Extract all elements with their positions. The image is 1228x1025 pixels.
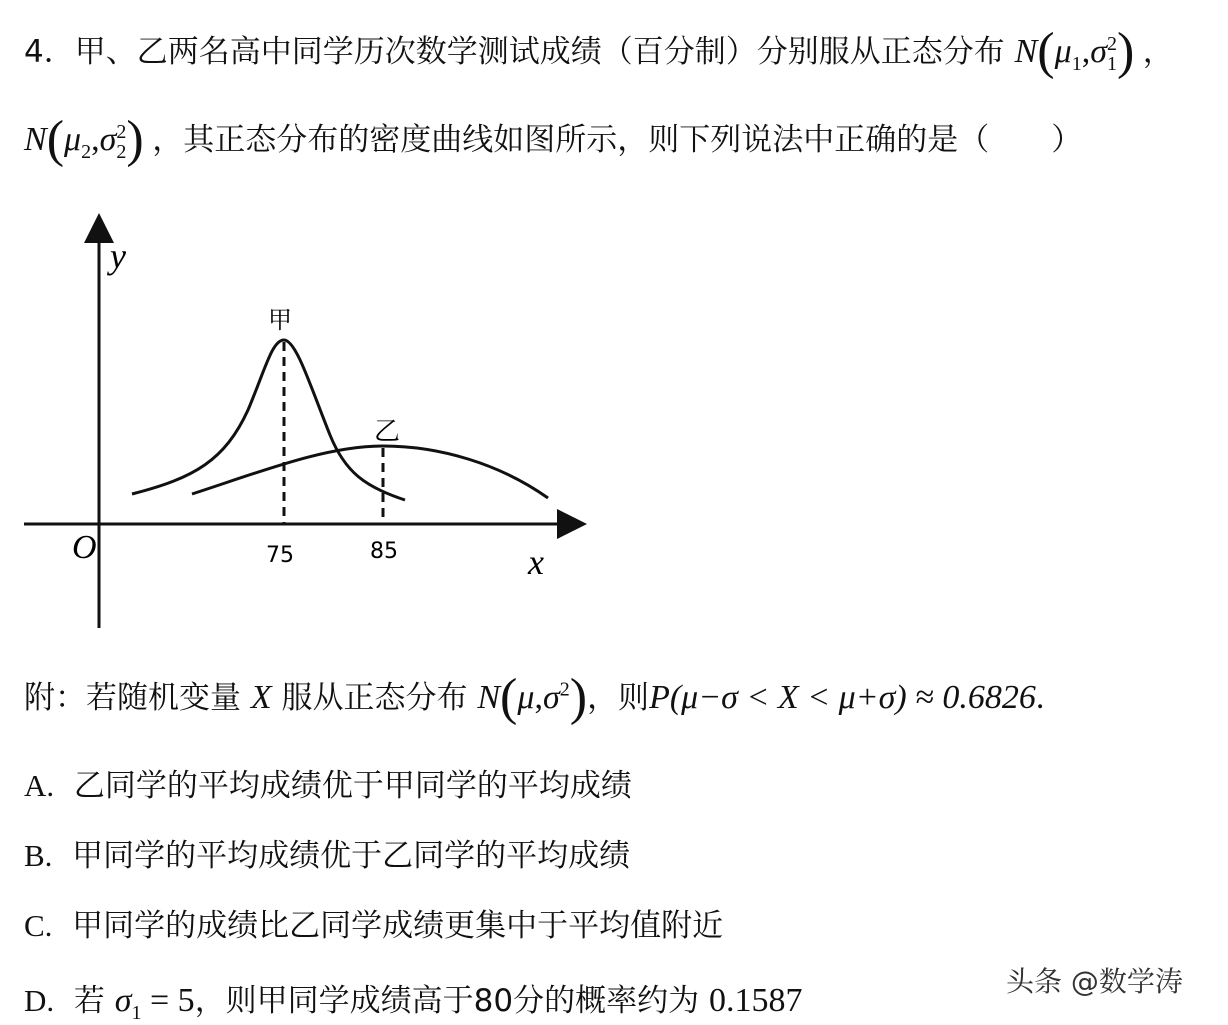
option-c[interactable]: C. 甲同学的成绩比乙同学成绩更集中于平均值附近 — [24, 908, 724, 944]
curve-yi — [192, 446, 548, 498]
distribution-2: $N(\mu_2,\sigma$ 2 2 ) — [24, 111, 144, 168]
curve-jia-label: 甲 — [268, 306, 292, 334]
normal-density-figure — [20, 210, 600, 640]
curve-jia — [132, 340, 405, 500]
option-b[interactable]: B. 甲同学的平均成绩优于乙同学的平均成绩 — [24, 838, 631, 874]
distribution-1: $N(\mu_1,\sigma$ 2 1 ) — [1014, 23, 1135, 80]
note-line: 附：若随机变量 X 服从正态分布 $N(\mu,\sigma^2)$，则P(μ−σ < X < μ+σ) ≈ 0.6826. — [24, 669, 1045, 726]
question-stem-text: 甲、乙两名高中同学历次数学测试成绩（百分制）分别服从正态分布 — [74, 34, 1005, 70]
tick-label-85: 85 — [370, 539, 398, 564]
option-a[interactable]: A. 乙同学的平均成绩优于甲同学的平均成绩 — [24, 768, 632, 804]
curve-yi-label: 乙 — [374, 417, 401, 447]
option-d[interactable]: D. 若 $\sigma_1 = 5$，则甲同学成绩高于80分的概率约为 0.1587 — [24, 982, 803, 1024]
question-stem-line1: 4．甲、乙两名高中同学历次数学测试成绩（百分制）分别服从正态分布 $N(\mu_1,\sigma$ 2 1 ) ， — [24, 23, 1174, 80]
question-stem-text-2: ，其正态分布的密度曲线如图所示，则下列说法中正确的是（ ） — [152, 122, 1083, 158]
option-d-sigma: $\sigma_1 = 5$ — [114, 982, 195, 1024]
question-stem-line2 — [24, 110, 1082, 169]
watermark: 头条 @数学涛 — [1006, 965, 1183, 998]
note-distribution: $N(\mu,\sigma^2)$ — [477, 669, 588, 726]
y-axis-label: y — [110, 236, 126, 276]
note-formula: P(μ−σ < X < μ+σ) ≈ 0.6826 — [649, 679, 1036, 716]
question-number: 4． — [24, 34, 75, 70]
tick-label-75: 75 — [266, 543, 294, 568]
x-axis-label: x — [528, 542, 544, 582]
origin-label: O — [72, 529, 97, 566]
